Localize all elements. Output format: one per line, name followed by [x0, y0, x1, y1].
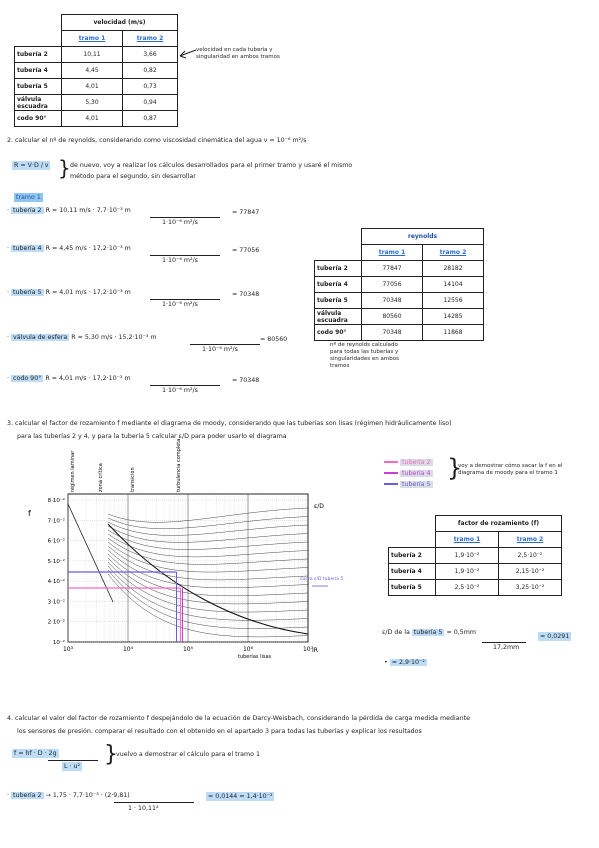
y-tick-label: 5·10⁻²	[47, 558, 65, 565]
velocity-note: velocidad en cada tubería y singularidad en ambos tramos	[196, 47, 280, 60]
reynolds-row	[315, 277, 484, 293]
reynolds-row	[315, 325, 484, 341]
x-tick-label: 10⁵	[182, 646, 194, 653]
friction-value-tramo1: 2,5·10⁻²	[436, 580, 499, 596]
ed-name: tubería 5	[413, 629, 443, 636]
reynolds-value-tramo2: 12556	[423, 293, 484, 309]
calc-expr: R = 4,45 m/s · 17,2·10⁻³ m	[45, 245, 131, 252]
friction-row	[389, 548, 562, 564]
calc-den: 1·10⁻⁶ m²/s	[162, 301, 198, 308]
darcy-calc-name: tubería 2	[13, 792, 42, 799]
ed-expr: = 0,5mm	[446, 629, 476, 636]
moody-diagram	[8, 438, 344, 668]
legend-swatch	[384, 483, 398, 485]
reynolds-calc: · válvula de esfera R = 5,30 m/s · 15,2·10⁻³ m	[7, 334, 157, 341]
reynolds-row-label: codo 90°	[315, 325, 362, 341]
velocity-row	[15, 95, 178, 111]
friction-table-title: factor de rozamiento (f)	[436, 516, 562, 532]
x-tick-label: 10⁶	[242, 646, 254, 653]
calc-expr: R = 4,01 m/s · 17,2·10⁻³ m	[45, 375, 131, 382]
reynolds-value-tramo2: 14285	[423, 309, 484, 325]
calc-den: 1·10⁻⁶ m²/s	[162, 387, 198, 394]
velocity-row	[15, 63, 178, 79]
velocity-value-tramo2: 0,94	[123, 95, 178, 111]
reynolds-row	[315, 293, 484, 309]
reynolds-row	[315, 309, 484, 325]
darcy-calc-expr: → 1,75 · 7,7·10⁻³ · (2·9,81)	[45, 792, 130, 799]
calc-expr: R = 5,30 m/s · 15,2·10⁻³ m	[71, 334, 157, 341]
darcy-calc-line	[114, 802, 194, 803]
curve-note: curva ε/D tubería 5	[300, 577, 344, 582]
reynolds-value-tramo1: 70348	[362, 325, 423, 341]
reynolds-formula: R = V·D / ν	[14, 162, 49, 169]
ed-result: = 0,0291	[540, 633, 570, 640]
x-tick-label: 10⁷	[302, 646, 314, 653]
velocity-row-label: codo 90°	[15, 111, 62, 127]
velocity-row-label: válvula escuadra	[15, 95, 62, 111]
darcy-calc-den: 1 · 10,11²	[128, 805, 159, 812]
darcy-note: vuelvo a demostrar el cálculo para el tramo 1	[116, 751, 261, 758]
reynolds-value-tramo1: 80560	[362, 309, 423, 325]
y-tick-label: 8·10⁻²	[47, 498, 65, 504]
reynolds-row-label: válvula escuadra	[315, 309, 362, 325]
reynolds-row-label: tubería 2	[315, 261, 362, 277]
calc-result: = 80560	[260, 336, 288, 343]
velocity-table	[14, 14, 178, 127]
friction-row	[389, 564, 562, 580]
reynolds-calc: · tubería 2 R = 10,11 m/s · 7,7·10⁻³ m	[7, 207, 131, 214]
ed-result2: • ≈ 2,9·10⁻²	[384, 659, 425, 666]
reynolds-value-tramo1: 77056	[362, 277, 423, 293]
friction-row-label: tubería 2	[389, 548, 436, 564]
reynolds-table	[314, 228, 484, 341]
section2-heading: 2. calcular el nº de reynolds, considerando como viscosidad cinemática del agua ν = 10⁻⁶ m²/s	[7, 137, 307, 144]
reynolds-value-tramo2: 28182	[423, 261, 484, 277]
velocity-col1: tramo 1	[62, 31, 123, 47]
section3-heading: 3. calcular el factor de rozamiento f mediante el diagrama de moody, considerando que las tuberías son lisas (régimen hidráulicamente liso)	[7, 420, 452, 427]
x-tick-label: 10⁴	[122, 646, 134, 653]
legend-label: tubería 2	[402, 459, 431, 466]
reynolds-table-title: reynolds	[362, 229, 484, 245]
velocity-row-label: tubería 4	[15, 63, 62, 79]
friction-row	[389, 580, 562, 596]
calc-den: 1·10⁻⁶ m²/s	[202, 346, 238, 353]
calc-result: = 70348	[232, 377, 260, 384]
velocity-row-label: tubería 5	[15, 79, 62, 95]
y-tick-label: 4·10⁻²	[47, 579, 65, 586]
friction-row-label: tubería 4	[389, 564, 436, 580]
ed-prefix: ε/D de la	[382, 629, 410, 636]
calc-name: válvula de esfera	[13, 334, 68, 341]
section2-brace: }	[58, 156, 71, 180]
velocity-table-title: velocidad (m/s)	[62, 15, 178, 31]
calc-name: tubería 5	[13, 289, 42, 296]
calc-result: = 70348	[232, 291, 260, 298]
velocity-value-tramo1: 4,45	[62, 63, 123, 79]
legend-label: tubería 4	[402, 470, 431, 477]
reynolds-row-label: tubería 4	[315, 277, 362, 293]
ed-calc	[382, 628, 476, 637]
reynolds-calc: · tubería 4 R = 4,45 m/s · 17,2·10⁻³ m	[7, 245, 131, 252]
calc-name: tubería 2	[13, 207, 42, 214]
section3-heading2: para las tuberías 2 y 4, y para la tubería 5 calcular ε/D para poder usarlo el diagrama	[17, 433, 287, 440]
reynolds-row	[315, 261, 484, 277]
legend-note: voy a demostrar cómo sacar la f en el diagrama de moody para el tramo 1	[458, 463, 563, 476]
ed-den: 17,2mm	[493, 644, 520, 651]
calc-result: = 77056	[232, 247, 260, 254]
y-tick-label: 7·10⁻²	[47, 518, 65, 525]
darcy-calc: · tubería 2 → 1,75 · 7,7·10⁻³ · (2·9,81)	[7, 792, 130, 799]
reynolds-col1: tramo 1	[362, 245, 423, 261]
friction-value-tramo2: 2,5·10⁻²	[499, 548, 562, 564]
velocity-row	[15, 111, 178, 127]
darcy-brace: }	[104, 742, 118, 767]
friction-table	[388, 515, 562, 596]
zone-label: régimen laminar	[70, 450, 76, 492]
legend-item	[384, 458, 433, 467]
reynolds-calc: · codo 90° R = 4,01 m/s · 17,2·10⁻³ m	[7, 375, 131, 382]
calc-result: = 77847	[232, 209, 260, 216]
y-tick-label: 2·10⁻²	[47, 619, 65, 626]
friction-value-tramo1: 1,9·10⁻²	[436, 548, 499, 564]
velocity-value-tramo1: 4,01	[62, 79, 123, 95]
velocity-value-tramo2: 0,82	[123, 63, 178, 79]
darcy-calc-result: = 0,0144 ≈ 1,4·10⁻²	[208, 793, 273, 800]
section2-intro: de nuevo, voy a realizar los cálculos desarrollados para el primer tramo y usaré el mismo método para el segundo, sin desarrollar	[70, 162, 353, 180]
reynolds-col2: tramo 2	[423, 245, 484, 261]
calc-expr: R = 10,11 m/s · 7,7·10⁻³ m	[45, 207, 131, 214]
velocity-row	[15, 47, 178, 63]
darcy-frac-line	[48, 760, 98, 761]
friction-value-tramo1: 1,9·10⁻²	[436, 564, 499, 580]
y-axis-label: f	[28, 509, 31, 518]
reynolds-row-label: tubería 5	[315, 293, 362, 309]
y-tick-label: 6·10⁻²	[47, 538, 65, 545]
reynolds-calc: · tubería 5 R = 4,01 m/s · 17,2·10⁻³ m	[7, 289, 131, 296]
velocity-value-tramo1: 5,30	[62, 95, 123, 111]
zone-label: transición	[130, 467, 136, 492]
y-tick-label: 10⁻²	[52, 640, 65, 646]
reynolds-value-tramo1: 70348	[362, 293, 423, 309]
x-axis-label: IR	[312, 647, 318, 654]
legend-swatch	[384, 472, 398, 474]
velocity-value-tramo1: 10,11	[62, 47, 123, 63]
reynolds-value-tramo1: 77847	[362, 261, 423, 277]
y-tick-label: 3·10⁻²	[47, 599, 65, 606]
velocity-value-tramo1: 4,01	[62, 111, 123, 127]
reynolds-value-tramo2: 11868	[423, 325, 484, 341]
friction-col1: tramo 1	[436, 532, 499, 548]
calc-den: 1·10⁻⁶ m²/s	[162, 219, 198, 226]
velocity-value-tramo2: 0,87	[123, 111, 178, 127]
legend-item	[384, 469, 433, 478]
velocity-row-label: tubería 2	[15, 47, 62, 63]
calc-den: 1·10⁻⁶ m²/s	[162, 257, 198, 264]
velocity-col2: tramo 2	[123, 31, 178, 47]
velocity-value-tramo2: 0,73	[123, 79, 178, 95]
darcy-formula: f = hf · D · 2g	[14, 750, 57, 757]
friction-col2: tramo 2	[499, 532, 562, 548]
friction-row-label: tubería 5	[389, 580, 436, 596]
calc-expr: R = 4,01 m/s · 17,2·10⁻³ m	[45, 289, 131, 296]
reynolds-value-tramo2: 14104	[423, 277, 484, 293]
section4-heading2: los sensores de presión. comparar el resultado con el obtenido en el apartado 3 para todas las tuberías y explicar los resultados	[17, 728, 422, 735]
legend-label: tubería 5	[402, 481, 431, 488]
legend-item	[384, 480, 433, 489]
reynolds-note: nº de reynolds calculado para todas las tuberías y singularidades en ambos tramos	[330, 342, 399, 369]
velocity-note-arrow	[176, 46, 198, 60]
friction-value-tramo2: 3,25·10⁻²	[499, 580, 562, 596]
zone-label: zona crítica	[98, 463, 104, 492]
legend-swatch	[384, 461, 398, 463]
tramo1-label: tramo 1	[16, 194, 41, 201]
right-axis-label: ε/D	[314, 503, 324, 510]
velocity-row	[15, 79, 178, 95]
velocity-value-tramo2: 3,66	[123, 47, 178, 63]
calc-name: codo 90°	[13, 375, 42, 382]
section4-heading: 4. calcular el valor del factor de rozamiento f despejándolo de la ecuación de Darcy-Weisbach, considerando la pérdida de carga medida mediante	[7, 715, 470, 722]
x-tick-label: 10³	[62, 646, 74, 653]
darcy-formula-den: L · u²	[64, 763, 81, 770]
calc-name: tubería 4	[13, 245, 42, 252]
smooth-pipes-label: tuberías lisas	[238, 654, 272, 660]
friction-value-tramo2: 2,15·10⁻²	[499, 564, 562, 580]
legend-brace: }	[447, 454, 463, 482]
zone-label: turbulencia completa	[176, 438, 182, 492]
